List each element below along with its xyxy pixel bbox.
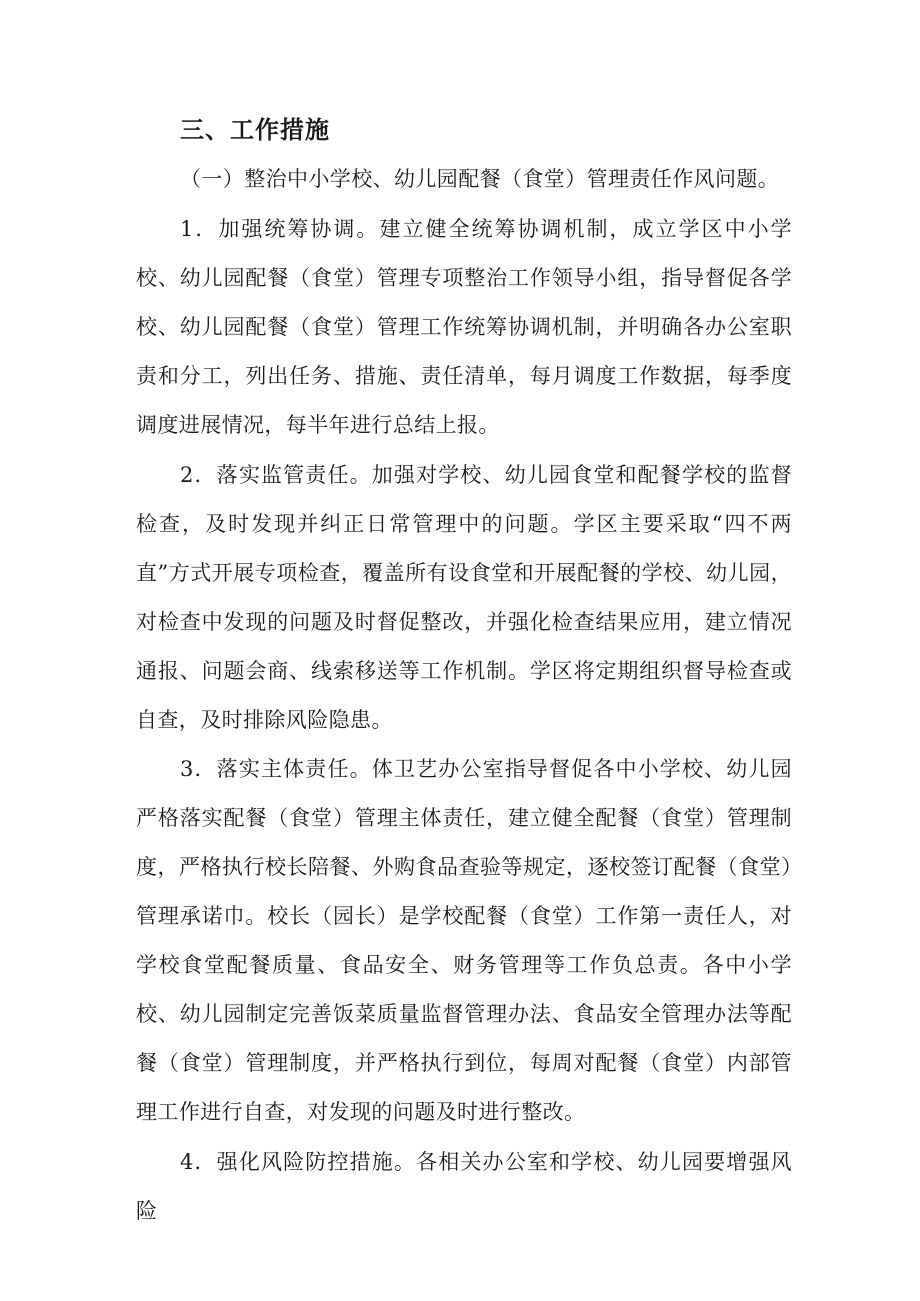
paragraph-coordination: 1．加强统筹协调。建立健全统筹协调机制，成立学区中小学校、幼儿园配餐（食堂）管理专项整治工作领导小组，指导督促各学校、幼儿园配餐（食堂）管理工作统筹协调机制，并明确各办公室职责和分工，列出任务、措施、责任清单，每月调度工作数据，每季度调度进展情况，每半年进行总结上报。: [136, 217, 792, 437]
paragraph-supervision: 2．落实监管责任。加强对学校、幼儿园食堂和配餐学校的监督检查，及时发现并纠正日常管理中的问题。学区主要采取“四不两直”方式开展专项检查，覆盖所有设食堂和开展配餐的学校、幼儿园，对检查中发现的问题及时督促整改，并强化检查结果应用，建立情况通报、问题会商、线索移送等工作机制。学区将定期组织督导检查或自查，及时排除风险隐患。: [136, 463, 792, 732]
paragraph-risk-control: 4．强化风险防控措施。各相关办公室和学校、幼儿园要增强风险: [136, 1150, 792, 1223]
section-heading: 三、工作措施: [180, 116, 330, 144]
subsection-heading: （一）整治中小学校、幼儿园配餐（食堂）管理责任作风问题。: [180, 167, 780, 191]
paragraph-main-responsibility: 3．落实主体责任。体卫艺办公室指导督促各中小学校、幼儿园严格落实配餐（食堂）管理主体责任，建立健全配餐（食堂）管理制度，严格执行校长陪餐、外购食品查验等规定，逐校签订配餐（食堂）管理承诺巾。校长（园长）是学校配餐（食堂）工作第一责任人，对学校食堂配餐质量、食品安全、财务管理等工作负总责。各中小学校、幼儿园制定完善饭菜质量监督管理办法、食品安全管理办法等配餐（食堂）管理制度，并严格执行到位，每周对配餐（食堂）内部管理工作进行自查，对发现的问题及时进行整改。: [136, 757, 792, 1124]
